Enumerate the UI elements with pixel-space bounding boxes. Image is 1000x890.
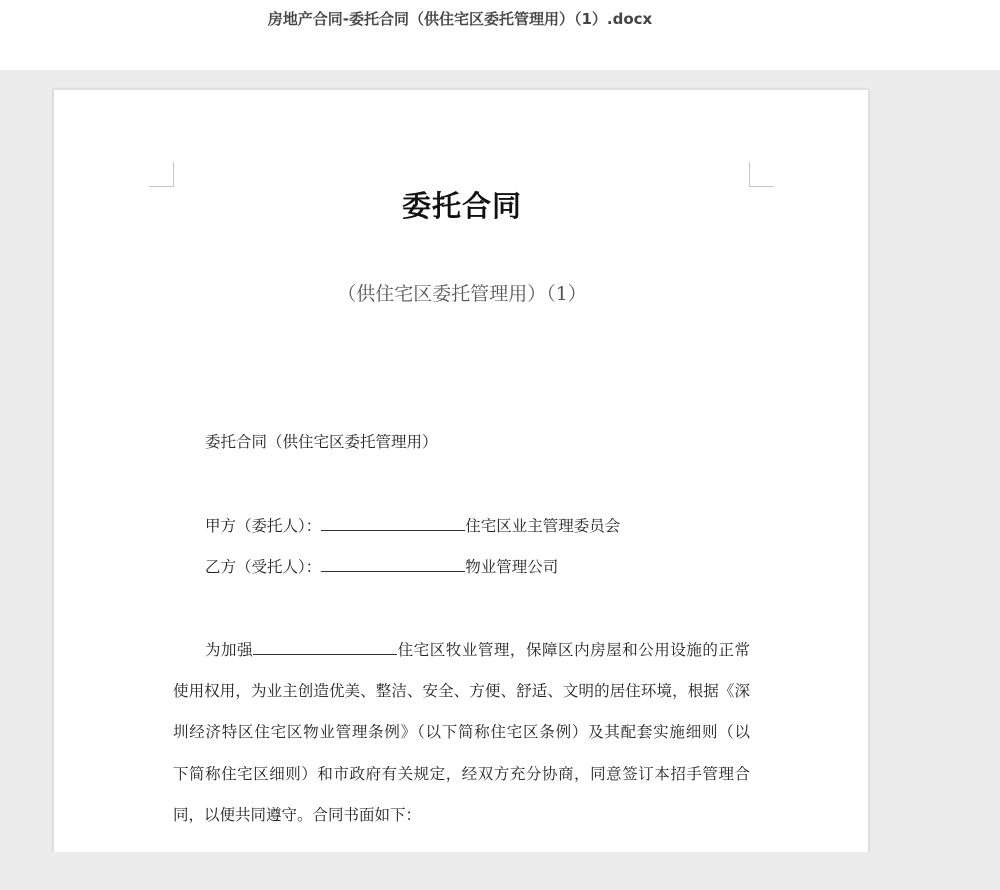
intro-blank	[253, 638, 397, 655]
intro-line-3: 圳经济特区住宅区物业管理条例》（以下简称住宅区条例）及其配套实施细则（以	[173, 723, 750, 741]
intro-line-1-rest: 住宅区牧业管理，保障区内房屋和公用设施的正常	[397, 641, 750, 659]
party-b-line	[205, 555, 558, 578]
party-b-label: 乙方（受托人）：	[205, 558, 322, 576]
margin-corner-top-right	[749, 162, 774, 187]
party-a-line	[205, 514, 620, 537]
intro-line-1	[205, 638, 750, 661]
intro-line-5: 同，以便共同遵守。合同书面如下：	[173, 806, 422, 824]
document-title: 委托合同	[401, 189, 522, 223]
intro-line-4: 下简称住宅区细则）和市政府有关规定，经双方充分协商，同意签订本招手管理合	[173, 765, 750, 783]
margin-corner-top-left	[149, 162, 174, 187]
party-a-blank	[321, 514, 465, 531]
document-file-name: 房地产合同-委托合同（供住宅区委托管理用）（1）.docx	[267, 10, 653, 28]
party-b-blank	[321, 555, 465, 572]
bottom-gray-strip	[0, 852, 1000, 890]
document-page[interactable]	[53, 89, 869, 869]
intro-prefix: 为加强	[205, 641, 254, 659]
party-b-suffix: 物业管理公司	[465, 558, 559, 576]
heading-line: 委托合同（供住宅区委托管理用）	[205, 433, 438, 451]
title-bar	[0, 0, 1000, 70]
document-subtitle: （供住宅区委托管理用）（1）	[337, 283, 587, 305]
intro-line-2: 使用权用，为业主创造优美、整洁、安全、方便、舒适、文明的居住环境，根据《深	[173, 682, 750, 700]
party-a-suffix: 住宅区业主管理委员会	[465, 517, 621, 535]
party-a-label: 甲方（委托人）：	[205, 517, 322, 535]
